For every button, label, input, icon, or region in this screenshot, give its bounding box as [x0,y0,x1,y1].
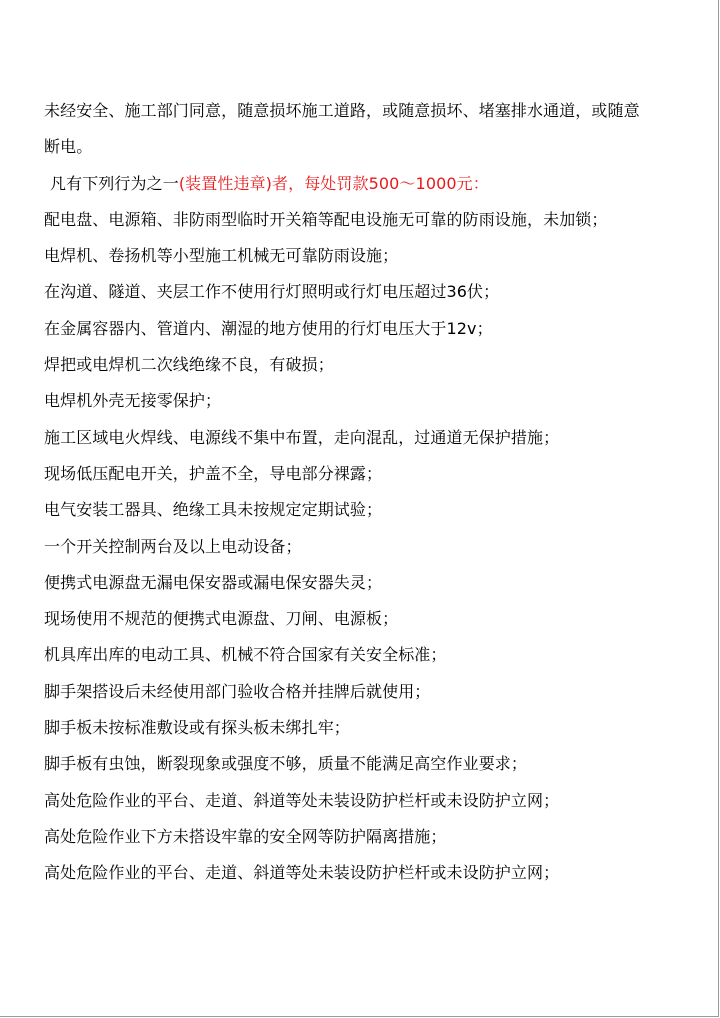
list-item: 现场使用不规范的便携式电源盘、刀闸、电源板； [44,609,399,629]
list-item: 一个开关控制两台及以上电动设备； [44,536,302,556]
penalty-heading-red: (装置性违章)者，每处罚款500～1000元： [178,173,489,193]
list-item: 在金属容器内、管道内、潮湿的地方使用的行灯电压大于12v； [44,318,493,338]
list-item: 脚手板未按标准敷设或有探头板未绑扎牢； [44,718,350,738]
list-item: 施工区域电火焊线、电源线不集中布置，走向混乱，过通道无保护措施； [44,427,560,447]
list-item: 电气安装工器具、绝缘工具未按规定定期试验； [44,500,383,520]
list-item: 机具库出库的电动工具、机械不符合国家有关安全标准； [44,645,447,665]
list-item: 电焊机、卷扬机等小型施工机械无可靠防雨设施； [44,246,399,266]
list-item: 脚手架搭设后未经使用部门验收合格并挂牌后就使用； [44,681,431,701]
list-item: 高处危险作业下方未搭设牢靠的安全网等防护隔离措施； [44,826,447,846]
list-item: 焊把或电焊机二次线绝缘不良，有破损； [44,355,334,375]
list-item: 高处危险作业的平台、走道、斜道等处未装设防护栏杆或未设防护立网； [44,863,560,883]
penalty-heading [44,166,684,202]
list-item: 电焊机外壳无接零保护； [44,391,222,411]
intro-line-2: 断电。 [44,137,93,157]
list-item: 配电盘、电源箱、非防雨型临时开关箱等配电设施无可靠的防雨设施，未加锁； [44,209,608,229]
intro-line-1: 未经安全、施工部门同意，随意损坏施工道路，或随意损坏、堵塞排水通道，或随意 [44,101,640,120]
list-item: 便携式电源盘无漏电保安器或漏电保安器失灵； [44,572,383,592]
list-item: 现场低压配电开关，护盖不全，导电部分裸露； [44,463,383,483]
penalty-heading-prefix: 凡有下列行为之一 [50,173,179,193]
list-item: 脚手板有虫蚀，断裂现象或强度不够，质量不能满足高空作业要求； [44,754,528,774]
document-body [44,93,684,892]
list-item: 在沟道、隧道、夹层工作不使用行灯照明或行灯电压超过36伏； [44,282,500,302]
list-item: 高处危险作业的平台、走道、斜道等处未装设防护栏杆或未设防护立网； [44,790,560,810]
